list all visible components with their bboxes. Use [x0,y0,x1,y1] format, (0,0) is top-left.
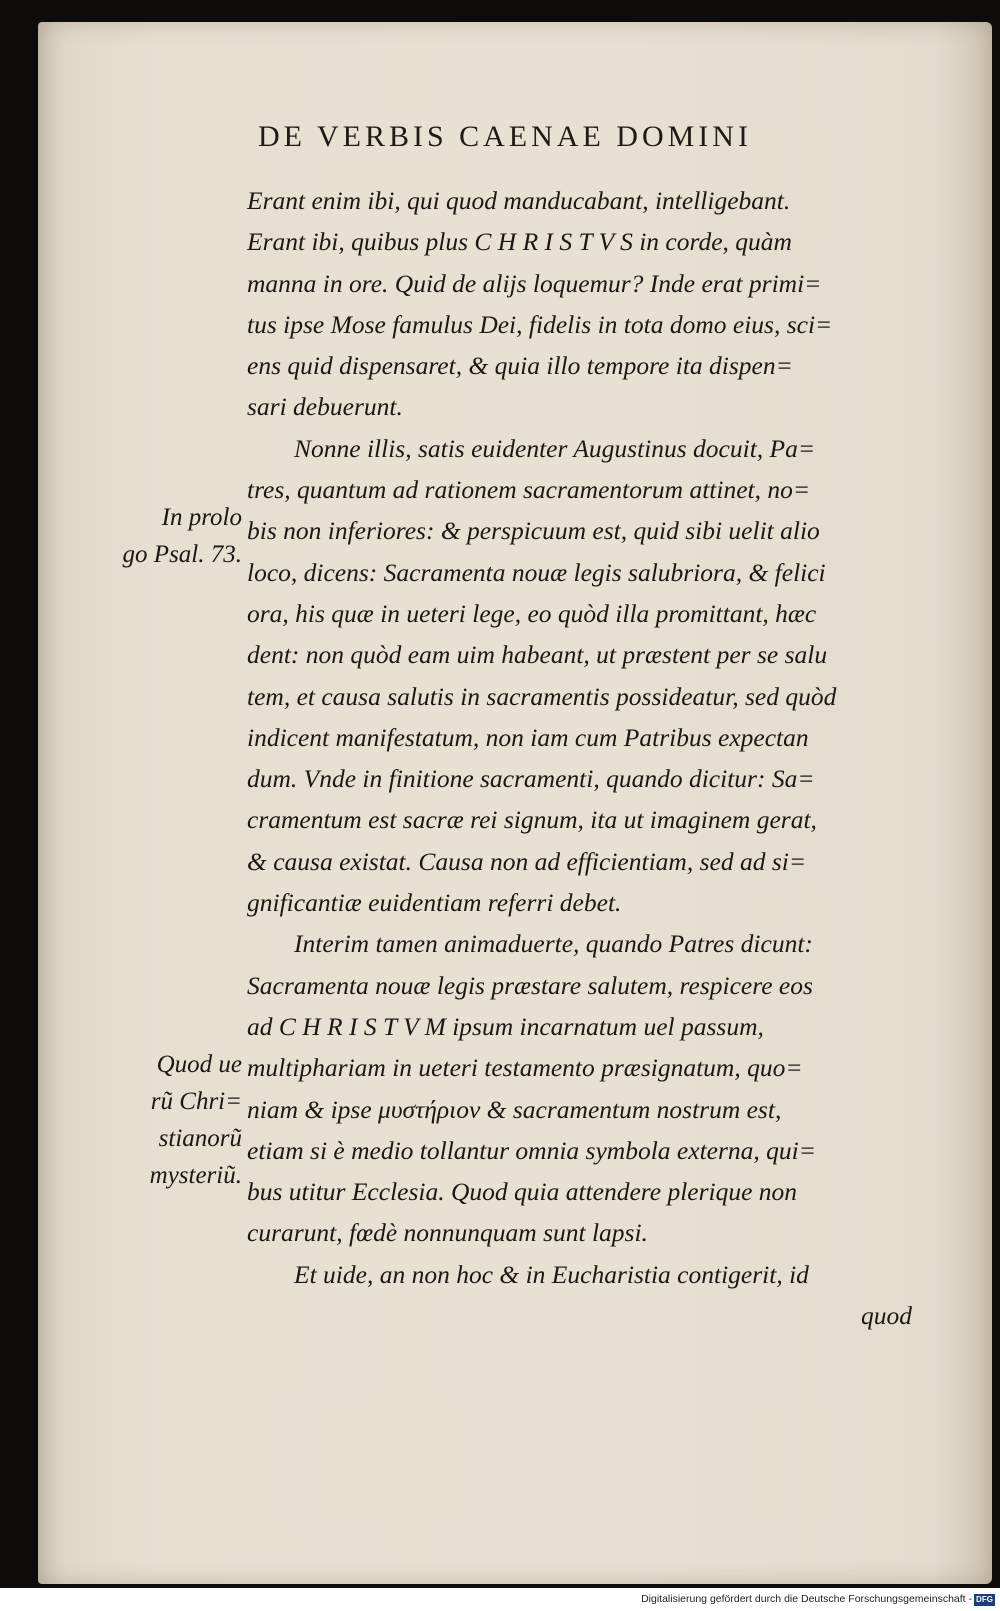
text-line: Sacramenta nouæ legis præstare salutem, respicere eos [247,970,813,1000]
running-head: DE VERBIS CAENAE DOMINI [258,120,752,153]
text-line: Et uide, an non hoc & in Eucharistia contigerit, id [294,1259,809,1289]
text-line: ens quid dispensaret, & quia illo tempore ita dispen= [247,351,793,381]
text-line: Nonne illis, satis euidenter Augustinus docuit, Pa= [294,433,816,463]
text-line: dent: non quòd eam uim habeant, ut præstent per se salu [247,640,828,670]
marginal-line: Quod ue [156,1051,242,1078]
text-line: bis non inferiores: & perspicuum est, quid sibi uelit alio [247,516,820,546]
marginal-line: stianorũ [158,1125,242,1152]
text-line: Erant enim ibi, qui quod manducabant, intelligebant. [247,186,791,215]
text-line: gnificantiæ euidentiam referri debet. [247,888,622,918]
text-line: multiphariam in ueteri testamento præsignatum, quo= [247,1053,803,1083]
text-line: curarunt, fœdè nonnunquam sunt lapsi. [247,1218,648,1248]
text-line: niam & ipse μυστήριον & sacramentum nostrum est, [247,1094,782,1124]
text-line: ad C H R I S T V M ipsum incarnatum uel passum, [247,1011,764,1041]
text-line: ora, his quæ in ueteri lege, eo quòd illa promittant, hæc [247,598,817,628]
text-line: etiam si è medio tollantur omnia symbola externa, qui= [247,1135,816,1165]
marginal-line: rũ Chri= [150,1088,242,1115]
text-line: loco, dicens: Sacramenta nouæ legis salubriora, & felici [247,557,826,587]
body-text [247,180,912,1336]
marginal-line: In prolo [161,504,242,531]
catchword: quod [861,1301,912,1331]
text-line: bus utitur Ecclesia. Quod quia attendere plerique non [247,1177,798,1207]
text-line: sari debuerunt. [247,392,403,422]
text-line: & causa existat. Causa non ad efficientiam, sed ad si= [247,846,807,876]
text-line: tres, quantum ad rationem sacramentorum attinet, no= [247,475,811,505]
marginal-note-mysterium [110,1046,242,1194]
funding-credit: Digitalisierung gefördert durch die Deutsche Forschungsgemeinschaft - [641,1593,972,1605]
text-line: manna in ore. Quid de alijs loquemur? Inde erat primi= [247,268,822,298]
marginal-line: mysteriũ. [149,1162,242,1189]
dfg-logo: DFG [974,1594,995,1606]
digitization-footer [0,1593,1000,1611]
text-line: Interim tamen animaduerte, quando Patres dicunt: [294,929,813,959]
text-line: tus ipse Mose famulus Dei, fidelis in tota domo eius, sci= [247,309,833,339]
text-line: tem, et causa salutis in sacramentis possideatur, sed quòd [247,681,837,711]
text-line: cramentum est sacræ rei signum, ita ut imaginem gerat, [247,805,817,835]
text-line: Erant ibi, quibus plus C H R I S T V S in corde, quàm [247,227,792,257]
text-line: indicent manifestatum, non iam cum Patribus expectan [247,722,809,752]
marginal-line: go Psal. 73. [122,541,242,568]
marginal-note-psalm [100,499,242,573]
text-line: dum. Vnde in finitione sacramenti, quando dicitur: Sa= [247,764,815,794]
